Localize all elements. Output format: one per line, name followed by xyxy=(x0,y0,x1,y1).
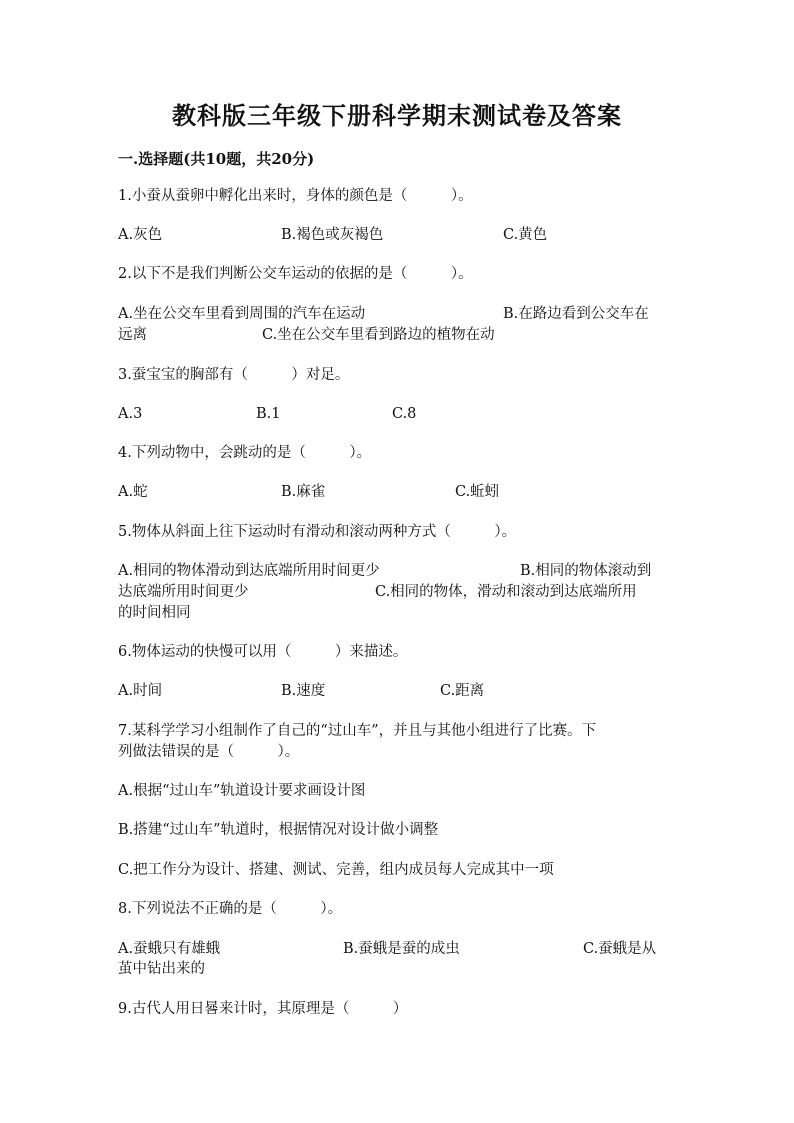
question-1-option-a: A.灰色 xyxy=(118,227,163,243)
question-5-stem: 5.物体从斜面上往下运动时有滑动和滚动两种方式（ ）。 xyxy=(118,524,517,540)
question-4-option-a: A.蛇 xyxy=(118,484,148,500)
question-1-stem: 1.小蚕从蚕卵中孵化出来时，身体的颜色是（ ）。 xyxy=(118,188,473,204)
question-3-option-a: A.3 xyxy=(118,406,143,422)
page-title: 教科版三年级下册科学期末测试卷及答案 xyxy=(172,101,622,130)
question-3-option-b: B.1 xyxy=(256,406,281,422)
question-6-option-c: C.距离 xyxy=(440,683,485,699)
question-1-option-b: B.褐色或灰褐色 xyxy=(281,227,384,243)
question-8-stem: 8.下列说法不正确的是（ ）。 xyxy=(118,901,343,917)
question-3-option-c: C.8 xyxy=(392,406,417,422)
question-7-stem: 7.某科学学习小组制作了自己的“过山车”，并且与其他小组进行了比赛。下 xyxy=(118,723,597,739)
question-8-option-b: B.蚕蛾是蚕的成虫 xyxy=(343,941,460,957)
question-7-option-b: B.搭建“过山车”轨道时，根据情况对设计做小调整 xyxy=(118,822,439,838)
question-3-stem: 3.蚕宝宝的胸部有（ ）对足。 xyxy=(118,367,350,383)
question-7-option-a: A.根据“过山车”轨道设计要求画设计图 xyxy=(118,783,366,799)
question-4-option-c: C.蚯蚓 xyxy=(455,484,500,500)
question-8-option-a: A.蚕蛾只有雄蛾 xyxy=(118,941,221,957)
question-5-option-b: B.相同的物体滚动到 xyxy=(520,563,652,579)
question-2-option-b: B.在路边看到公交车在 xyxy=(503,306,649,322)
question-1-option-c: C.黄色 xyxy=(503,227,548,243)
question-4-option-b: B.麻雀 xyxy=(281,484,326,500)
question-5-option-a: A.相同的物体滑动到达底端所用时间更少 xyxy=(118,563,380,579)
question-9-stem: 9.古代人用日晷来计时，其原理是（ ） xyxy=(118,1001,408,1017)
question-6-stem: 6.物体运动的快慢可以用（ ）来描述。 xyxy=(118,644,408,660)
question-8-option-c-cont: 茧中钻出来的 xyxy=(118,961,205,977)
question-5-option-c: C.相同的物体，滑动和滚动到达底端所用 xyxy=(375,584,637,600)
question-8-option-c: C.蚕蛾是从 xyxy=(583,941,657,957)
question-2-option-c: C.坐在公交车里看到路边的植物在动 xyxy=(262,327,495,343)
question-2-stem: 2.以下不是我们判断公交车运动的依据的是（ ）。 xyxy=(118,266,473,282)
question-2-option-b-cont: 远离 xyxy=(118,327,147,343)
question-4-stem: 4.下列动物中，会跳动的是（ ）。 xyxy=(118,445,372,461)
question-5-option-b-cont: 达底端所用时间更少 xyxy=(118,584,249,600)
question-7-option-c: C.把工作分为设计、搭建、测试、完善，组内成员每人完成其中一项 xyxy=(118,862,554,878)
question-2-option-a: A.坐在公交车里看到周围的汽车在运动 xyxy=(118,306,366,322)
question-6-option-a: A.时间 xyxy=(118,683,163,699)
section-heading: 一.选择题(共10题，共20分) xyxy=(118,150,315,168)
question-6-option-b: B.速度 xyxy=(281,683,326,699)
question-5-option-c-cont: 的时间相同 xyxy=(118,605,191,621)
question-7-stem-cont: 列做法错误的是（ ）。 xyxy=(118,744,300,760)
